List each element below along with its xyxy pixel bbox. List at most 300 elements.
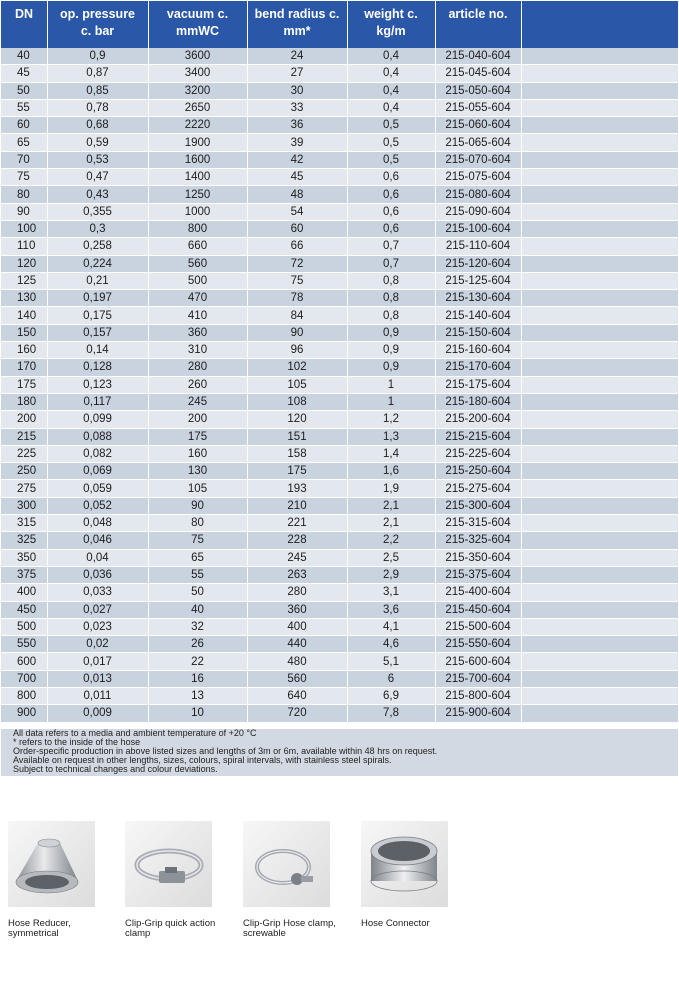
- cell-op-pressure: 0,157: [47, 324, 148, 341]
- cell-weight: 0,6: [347, 220, 435, 237]
- cell-weight: 4,1: [347, 618, 435, 635]
- cell-article-no: 215-225-604: [435, 445, 521, 462]
- cell-dn: 45: [1, 65, 47, 82]
- cell-weight: 1,3: [347, 428, 435, 445]
- table-row: [1, 601, 678, 618]
- cell-article-no: 215-500-604: [435, 618, 521, 635]
- table-row: [1, 203, 678, 220]
- cell-blank: [521, 428, 678, 445]
- cell-dn: 225: [1, 445, 47, 462]
- cell-bend-radius: 66: [247, 238, 347, 255]
- cell-vacuum: 410: [148, 307, 247, 324]
- cell-article-no: 215-900-604: [435, 705, 521, 722]
- table-row: [1, 670, 678, 687]
- cell-blank: [521, 220, 678, 237]
- table-header-row: [1, 1, 678, 48]
- cell-vacuum: 22: [148, 653, 247, 670]
- cell-op-pressure: 0,14: [47, 342, 148, 359]
- cell-weight: 3,6: [347, 601, 435, 618]
- cell-bend-radius: 245: [247, 549, 347, 566]
- cell-weight: 3,1: [347, 584, 435, 601]
- footnote-line: Subject to technical changes and colour deviations.: [13, 764, 218, 774]
- cell-bend-radius: 60: [247, 220, 347, 237]
- table-row: [1, 134, 678, 151]
- cell-vacuum: 3200: [148, 82, 247, 99]
- cell-article-no: 215-250-604: [435, 463, 521, 480]
- cell-op-pressure: 0,258: [47, 238, 148, 255]
- cell-blank: [521, 636, 678, 653]
- cell-blank: [521, 272, 678, 289]
- cell-weight: 0,8: [347, 272, 435, 289]
- table-row: [1, 497, 678, 514]
- cell-blank: [521, 203, 678, 220]
- table-row: [1, 428, 678, 445]
- cell-dn: 325: [1, 532, 47, 549]
- cell-vacuum: 1600: [148, 151, 247, 168]
- cell-bend-radius: 360: [247, 601, 347, 618]
- cell-op-pressure: 0,013: [47, 670, 148, 687]
- cell-op-pressure: 0,85: [47, 82, 148, 99]
- cell-article-no: 215-040-604: [435, 48, 521, 65]
- cell-op-pressure: 0,027: [47, 601, 148, 618]
- cell-op-pressure: 0,21: [47, 272, 148, 289]
- cell-weight: 2,1: [347, 515, 435, 532]
- cell-bend-radius: 105: [247, 376, 347, 393]
- table-row: [1, 186, 678, 203]
- cell-blank: [521, 618, 678, 635]
- cell-op-pressure: 0,59: [47, 134, 148, 151]
- cell-blank: [521, 48, 678, 65]
- cell-vacuum: 175: [148, 428, 247, 445]
- cell-op-pressure: 0,048: [47, 515, 148, 532]
- cell-weight: 0,4: [347, 82, 435, 99]
- cell-op-pressure: 0,224: [47, 255, 148, 272]
- cell-op-pressure: 0,099: [47, 411, 148, 428]
- cell-blank: [521, 324, 678, 341]
- cell-vacuum: 55: [148, 566, 247, 583]
- cell-op-pressure: 0,011: [47, 687, 148, 704]
- cell-weight: 0,7: [347, 238, 435, 255]
- cell-article-no: 215-450-604: [435, 601, 521, 618]
- cell-blank: [521, 445, 678, 462]
- cell-weight: 0,5: [347, 117, 435, 134]
- cell-article-no: 215-315-604: [435, 515, 521, 532]
- footnote-line: Available on request in other lengths, sizes, colours, spiral intervals, with stainless steel spirals.: [13, 755, 392, 765]
- cell-article-no: 215-200-604: [435, 411, 521, 428]
- cell-vacuum: 245: [148, 393, 247, 410]
- cell-blank: [521, 307, 678, 324]
- cell-vacuum: 360: [148, 324, 247, 341]
- cell-article-no: 215-180-604: [435, 393, 521, 410]
- cell-dn: 60: [1, 117, 47, 134]
- cell-vacuum: 3400: [148, 65, 247, 82]
- table-row: [1, 687, 678, 704]
- cell-op-pressure: 0,53: [47, 151, 148, 168]
- cell-article-no: 215-215-604: [435, 428, 521, 445]
- cell-bend-radius: 54: [247, 203, 347, 220]
- col-header-bend-radius: bend radius c. mm*: [247, 1, 347, 48]
- cell-article-no: 215-300-604: [435, 497, 521, 514]
- cell-bend-radius: 228: [247, 532, 347, 549]
- cell-bend-radius: 24: [247, 48, 347, 65]
- table-row: [1, 48, 678, 65]
- cell-article-no: 215-110-604: [435, 238, 521, 255]
- cell-dn: 250: [1, 463, 47, 480]
- cell-vacuum: 260: [148, 376, 247, 393]
- cell-weight: 1,2: [347, 411, 435, 428]
- cell-article-no: 215-090-604: [435, 203, 521, 220]
- table-row: [1, 445, 678, 462]
- cell-weight: 2,9: [347, 566, 435, 583]
- cell-vacuum: 13: [148, 687, 247, 704]
- cell-article-no: 215-175-604: [435, 376, 521, 393]
- product-clip-grip-quick-clamp[interactable]: [125, 821, 220, 939]
- cell-weight: 4,6: [347, 636, 435, 653]
- table-row: [1, 290, 678, 307]
- cell-weight: 2,1: [347, 497, 435, 514]
- cell-dn: 120: [1, 255, 47, 272]
- cell-op-pressure: 0,052: [47, 497, 148, 514]
- cell-weight: 0,5: [347, 134, 435, 151]
- cell-bend-radius: 120: [247, 411, 347, 428]
- cell-article-no: 215-800-604: [435, 687, 521, 704]
- cell-op-pressure: 0,088: [47, 428, 148, 445]
- cell-blank: [521, 82, 678, 99]
- table-row: [1, 515, 678, 532]
- cell-blank: [521, 134, 678, 151]
- cell-vacuum: 1000: [148, 203, 247, 220]
- cell-bend-radius: 84: [247, 307, 347, 324]
- cell-dn: 215: [1, 428, 47, 445]
- cell-weight: 1,9: [347, 480, 435, 497]
- cell-blank: [521, 601, 678, 618]
- cell-dn: 75: [1, 169, 47, 186]
- table-row: [1, 618, 678, 635]
- cell-vacuum: 3600: [148, 48, 247, 65]
- cell-op-pressure: 0,197: [47, 290, 148, 307]
- cell-vacuum: 40: [148, 601, 247, 618]
- table-row: [1, 238, 678, 255]
- cell-article-no: 215-120-604: [435, 255, 521, 272]
- cell-weight: 2,5: [347, 549, 435, 566]
- clip-grip-quick-action-clamp-image: [125, 821, 212, 907]
- cell-article-no: 215-125-604: [435, 272, 521, 289]
- cell-vacuum: 1400: [148, 169, 247, 186]
- cell-bend-radius: 263: [247, 566, 347, 583]
- cell-dn: 70: [1, 151, 47, 168]
- cell-blank: [521, 705, 678, 722]
- cell-bend-radius: 36: [247, 117, 347, 134]
- cell-op-pressure: 0,033: [47, 584, 148, 601]
- cell-bend-radius: 72: [247, 255, 347, 272]
- cell-bend-radius: 78: [247, 290, 347, 307]
- cell-op-pressure: 0,117: [47, 393, 148, 410]
- cell-dn: 375: [1, 566, 47, 583]
- cell-op-pressure: 0,87: [47, 65, 148, 82]
- cell-vacuum: 470: [148, 290, 247, 307]
- cell-bend-radius: 640: [247, 687, 347, 704]
- cell-vacuum: 160: [148, 445, 247, 462]
- cell-article-no: 215-140-604: [435, 307, 521, 324]
- cell-dn: 315: [1, 515, 47, 532]
- cell-op-pressure: 0,128: [47, 359, 148, 376]
- table-row: [1, 272, 678, 289]
- cell-vacuum: 65: [148, 549, 247, 566]
- cell-article-no: 215-150-604: [435, 324, 521, 341]
- cell-article-no: 215-055-604: [435, 99, 521, 116]
- product-hose-reducer[interactable]: [8, 821, 103, 939]
- cell-op-pressure: 0,175: [47, 307, 148, 324]
- cell-bend-radius: 96: [247, 342, 347, 359]
- cell-blank: [521, 393, 678, 410]
- table-row: [1, 393, 678, 410]
- hose-reducer-image: [8, 821, 95, 907]
- cell-weight: 2,2: [347, 532, 435, 549]
- cell-blank: [521, 480, 678, 497]
- cell-dn: 170: [1, 359, 47, 376]
- table-row: [1, 99, 678, 116]
- cell-bend-radius: 221: [247, 515, 347, 532]
- cell-dn: 110: [1, 238, 47, 255]
- cell-weight: 0,7: [347, 255, 435, 272]
- cell-op-pressure: 0,023: [47, 618, 148, 635]
- footnote-line: Order-specific production in above listed sizes and lengths of 3m or 6m, available within 48 hrs on request.: [13, 746, 438, 756]
- table-row: [1, 359, 678, 376]
- cell-dn: 150: [1, 324, 47, 341]
- cell-dn: 200: [1, 411, 47, 428]
- table-row: [1, 376, 678, 393]
- cell-dn: 900: [1, 705, 47, 722]
- cell-bend-radius: 39: [247, 134, 347, 151]
- cell-article-no: 215-170-604: [435, 359, 521, 376]
- table-row: [1, 549, 678, 566]
- col-header-blank: [521, 1, 678, 48]
- cell-op-pressure: 0,069: [47, 463, 148, 480]
- cell-vacuum: 26: [148, 636, 247, 653]
- cell-article-no: 215-600-604: [435, 653, 521, 670]
- cell-article-no: 215-325-604: [435, 532, 521, 549]
- table-row: [1, 65, 678, 82]
- cell-op-pressure: 0,3: [47, 220, 148, 237]
- cell-weight: 0,5: [347, 151, 435, 168]
- table-row: [1, 463, 678, 480]
- cell-bend-radius: 90: [247, 324, 347, 341]
- clip-grip-hose-clamp-image: [243, 821, 330, 907]
- cell-article-no: 215-065-604: [435, 134, 521, 151]
- cell-blank: [521, 342, 678, 359]
- cell-article-no: 215-050-604: [435, 82, 521, 99]
- cell-op-pressure: 0,082: [47, 445, 148, 462]
- cell-blank: [521, 584, 678, 601]
- cell-op-pressure: 0,04: [47, 549, 148, 566]
- cell-op-pressure: 0,68: [47, 117, 148, 134]
- cell-vacuum: 16: [148, 670, 247, 687]
- cell-bend-radius: 158: [247, 445, 347, 462]
- cell-dn: 350: [1, 549, 47, 566]
- cell-weight: 0,6: [347, 203, 435, 220]
- cell-weight: 0,6: [347, 186, 435, 203]
- cell-bend-radius: 48: [247, 186, 347, 203]
- cell-dn: 40: [1, 48, 47, 65]
- cell-vacuum: 1900: [148, 134, 247, 151]
- cell-weight: 0,6: [347, 169, 435, 186]
- cell-bend-radius: 30: [247, 82, 347, 99]
- cell-bend-radius: 45: [247, 169, 347, 186]
- cell-article-no: 215-075-604: [435, 169, 521, 186]
- cell-article-no: 215-070-604: [435, 151, 521, 168]
- cell-blank: [521, 411, 678, 428]
- product-hose-connector[interactable]: [361, 821, 456, 929]
- table-row: [1, 411, 678, 428]
- cell-bend-radius: 560: [247, 670, 347, 687]
- cell-article-no: 215-275-604: [435, 480, 521, 497]
- cell-op-pressure: 0,059: [47, 480, 148, 497]
- product-caption: Hose Reducer, symmetrical: [8, 918, 71, 939]
- cell-weight: 1: [347, 393, 435, 410]
- cell-weight: 7,8: [347, 705, 435, 722]
- cell-vacuum: 10: [148, 705, 247, 722]
- cell-dn: 275: [1, 480, 47, 497]
- cell-vacuum: 500: [148, 272, 247, 289]
- cell-article-no: 215-160-604: [435, 342, 521, 359]
- cell-blank: [521, 653, 678, 670]
- cell-bend-radius: 720: [247, 705, 347, 722]
- cell-blank: [521, 151, 678, 168]
- cell-article-no: 215-400-604: [435, 584, 521, 601]
- table-row: [1, 653, 678, 670]
- col-header-dn: DN: [1, 1, 47, 48]
- product-caption: Hose Connector: [361, 918, 430, 929]
- cell-weight: 0,4: [347, 99, 435, 116]
- cell-blank: [521, 497, 678, 514]
- cell-dn: 800: [1, 687, 47, 704]
- cell-dn: 160: [1, 342, 47, 359]
- cell-article-no: 215-700-604: [435, 670, 521, 687]
- table-row: [1, 566, 678, 583]
- cell-op-pressure: 0,47: [47, 169, 148, 186]
- product-clip-grip-hose-clamp[interactable]: [243, 821, 338, 939]
- spec-table: [1, 1, 678, 723]
- table-row: [1, 117, 678, 134]
- cell-blank: [521, 566, 678, 583]
- cell-op-pressure: 0,02: [47, 636, 148, 653]
- cell-op-pressure: 0,355: [47, 203, 148, 220]
- cell-article-no: 215-100-604: [435, 220, 521, 237]
- cell-dn: 130: [1, 290, 47, 307]
- cell-op-pressure: 0,43: [47, 186, 148, 203]
- cell-blank: [521, 549, 678, 566]
- cell-vacuum: 200: [148, 411, 247, 428]
- cell-blank: [521, 99, 678, 116]
- table-row: [1, 169, 678, 186]
- cell-bend-radius: 33: [247, 99, 347, 116]
- cell-dn: 180: [1, 393, 47, 410]
- cell-vacuum: 660: [148, 238, 247, 255]
- table-row: [1, 705, 678, 722]
- cell-weight: 6: [347, 670, 435, 687]
- cell-blank: [521, 532, 678, 549]
- cell-blank: [521, 359, 678, 376]
- table-row: [1, 307, 678, 324]
- cell-weight: 1: [347, 376, 435, 393]
- table-body: [1, 48, 678, 722]
- cell-bend-radius: 210: [247, 497, 347, 514]
- cell-article-no: 215-550-604: [435, 636, 521, 653]
- table-row: [1, 324, 678, 341]
- cell-vacuum: 2220: [148, 117, 247, 134]
- cell-blank: [521, 463, 678, 480]
- cell-bend-radius: 175: [247, 463, 347, 480]
- footnotes: [1, 729, 678, 776]
- table-row: [1, 584, 678, 601]
- cell-weight: 1,4: [347, 445, 435, 462]
- cell-vacuum: 800: [148, 220, 247, 237]
- cell-op-pressure: 0,046: [47, 532, 148, 549]
- cell-bend-radius: 102: [247, 359, 347, 376]
- cell-op-pressure: 0,017: [47, 653, 148, 670]
- cell-blank: [521, 515, 678, 532]
- cell-weight: 0,9: [347, 359, 435, 376]
- cell-dn: 80: [1, 186, 47, 203]
- cell-vacuum: 280: [148, 359, 247, 376]
- cell-op-pressure: 0,009: [47, 705, 148, 722]
- cell-bend-radius: 480: [247, 653, 347, 670]
- cell-vacuum: 75: [148, 532, 247, 549]
- table-row: [1, 480, 678, 497]
- cell-weight: 0,8: [347, 307, 435, 324]
- footnote-line: All data refers to a media and ambient temperature of +20 °C: [13, 728, 257, 738]
- cell-blank: [521, 290, 678, 307]
- cell-dn: 550: [1, 636, 47, 653]
- cell-weight: 6,9: [347, 687, 435, 704]
- cell-dn: 600: [1, 653, 47, 670]
- cell-article-no: 215-350-604: [435, 549, 521, 566]
- cell-bend-radius: 42: [247, 151, 347, 168]
- cell-weight: 0,4: [347, 48, 435, 65]
- table-row: [1, 342, 678, 359]
- cell-weight: 0,9: [347, 342, 435, 359]
- cell-dn: 700: [1, 670, 47, 687]
- cell-bend-radius: 27: [247, 65, 347, 82]
- cell-article-no: 215-060-604: [435, 117, 521, 134]
- cell-article-no: 215-080-604: [435, 186, 521, 203]
- cell-bend-radius: 280: [247, 584, 347, 601]
- cell-blank: [521, 238, 678, 255]
- cell-dn: 55: [1, 99, 47, 116]
- cell-bend-radius: 193: [247, 480, 347, 497]
- cell-vacuum: 105: [148, 480, 247, 497]
- cell-dn: 450: [1, 601, 47, 618]
- cell-blank: [521, 687, 678, 704]
- cell-weight: 1,6: [347, 463, 435, 480]
- cell-vacuum: 80: [148, 515, 247, 532]
- table-row: [1, 220, 678, 237]
- col-header-article-no: article no.: [435, 1, 521, 48]
- hose-connector-image: [361, 821, 448, 907]
- cell-blank: [521, 186, 678, 203]
- cell-dn: 50: [1, 82, 47, 99]
- cell-vacuum: 1250: [148, 186, 247, 203]
- cell-vacuum: 50: [148, 584, 247, 601]
- col-header-weight: weight c. kg/m: [347, 1, 435, 48]
- cell-weight: 0,4: [347, 65, 435, 82]
- cell-vacuum: 560: [148, 255, 247, 272]
- cell-blank: [521, 670, 678, 687]
- cell-article-no: 215-375-604: [435, 566, 521, 583]
- cell-bend-radius: 75: [247, 272, 347, 289]
- cell-dn: 300: [1, 497, 47, 514]
- cell-bend-radius: 151: [247, 428, 347, 445]
